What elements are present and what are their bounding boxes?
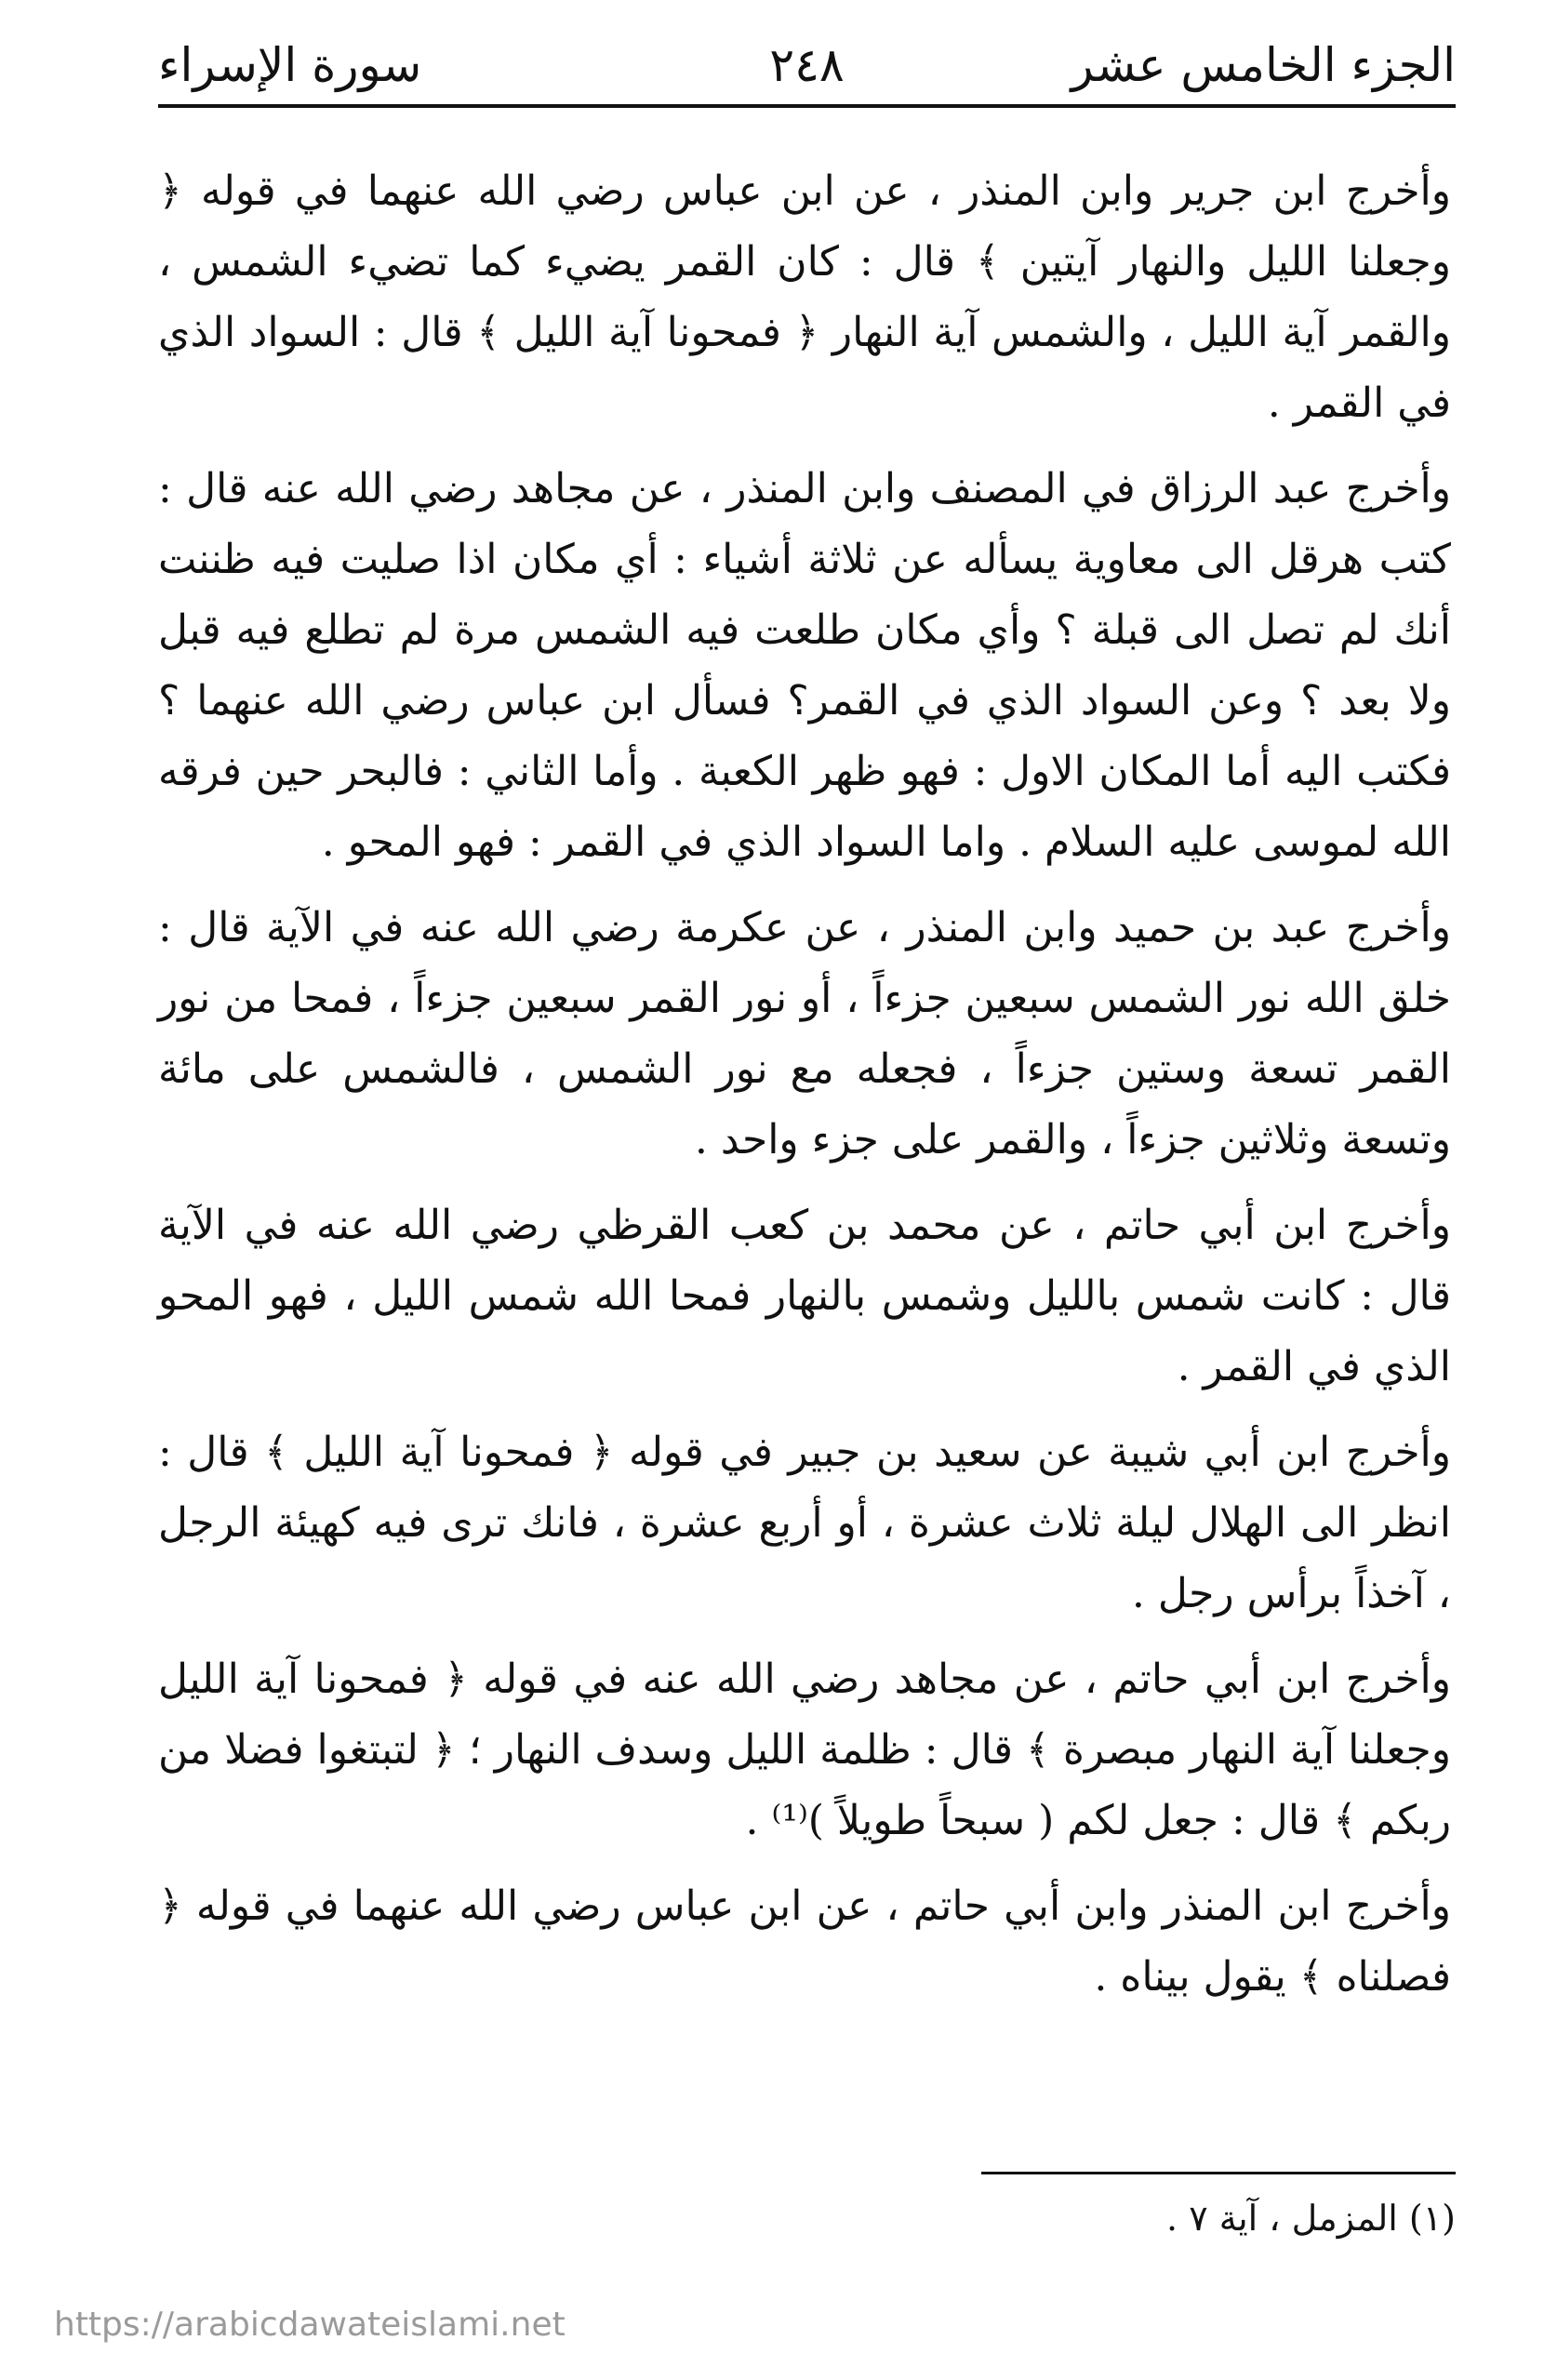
header-divider bbox=[158, 104, 1456, 108]
footnote: (١) المزمل ، آية ٧ . bbox=[1166, 2198, 1456, 2239]
paragraph-2: وأخرج عبد الرزاق في المصنف وابن المنذر ، عن مجاهد رضي الله عنه قال : كتب هرقل الى معاوية يسأله عن ثلاثة أشياء : أي مكان اذا صليت فيه ظننت أنك لم تصل الى قبلة ؟ وأي مكان طلعت فيه الشمس مرة لم تطلع فيه قبل ولا بعد ؟ وعن السواد الذي في القمر؟ فسأل ابن عباس رضي الله عنهما ؟ فكتب اليه أما المكان الاول : فهو ظهر الكعبة . وأما الثاني : فالبحر حين فرقه الله لموسى عليه السلام . واما السواد الذي في القمر : فهو المحو . bbox=[158, 465, 1451, 866]
footnote-divider bbox=[981, 2172, 1456, 2174]
paragraph-6: وأخرج ابن أبي حاتم ، عن مجاهد رضي الله عنه في قوله ﴿ فمحونا آية الليل وجعلنا آية النهار مبصرة ﴾ قال : ظلمة الليل وسدف النهار ؛ ﴿ لتبتغوا فضلا من ربكم ﴾ قال : جعل لكم ( سبحاً طويلاً )⁽¹⁾ . bbox=[158, 1655, 1451, 1844]
main-text bbox=[158, 156, 1451, 2028]
paragraph-1: وأخرج ابن جرير وابن المنذر ، عن ابن عباس رضي الله عنهما في قوله ﴿ وجعلنا الليل والنهار آيتين ﴾ قال : كان القمر يضيء كما تضيء الشمس ، والقمر آية الليل ، والشمس آية النهار ﴿ فمحونا آية الليل ﴾ قال : السواد الذي في القمر . bbox=[158, 167, 1451, 427]
paragraph-7: وأخرج ابن المنذر وابن أبي حاتم ، عن ابن عباس رضي الله عنهما في قوله ﴿ فصلناه ﴾ يقول بيناه . bbox=[158, 1882, 1451, 2001]
paragraph-3: وأخرج عبد بن حميد وابن المنذر ، عن عكرمة رضي الله عنه في الآية قال : خلق الله نور الشمس سبعين جزءاً ، أو نور القمر سبعين جزءاً ، فمحا من نور القمر تسعة وستين جزءاً ، فجعله مع نور الشمس ، فالشمس على مائة وتسعة وثلاثين جزءاً ، والقمر على جزء واحد . bbox=[158, 904, 1451, 1163]
surah-title: سورة الإسراء bbox=[158, 38, 422, 92]
paragraph-5: وأخرج ابن أبي شيبة عن سعيد بن جبير في قوله ﴿ فمحونا آية الليل ﴾ قال : انظر الى الهلال ليلة ثلاث عشرة ، أو أربع عشرة ، فانك ترى فيه كهيئة الرجل ، آخذاً برأس رجل . bbox=[158, 1429, 1451, 1617]
paragraph-4: وأخرج ابن أبي حاتم ، عن محمد بن كعب القرظي رضي الله عنه في الآية قال : كانت شمس بالليل وشمس بالنهار فمحا الله شمس الليل ، فهو المحو الذي في القمر . bbox=[158, 1202, 1451, 1390]
page-number: ٢٤٨ bbox=[769, 38, 845, 92]
part-title: الجزء الخامس عشر bbox=[1071, 38, 1456, 92]
page-header bbox=[158, 28, 1456, 102]
watermark-url: https://arabicdawateislami.net bbox=[54, 2306, 566, 2344]
